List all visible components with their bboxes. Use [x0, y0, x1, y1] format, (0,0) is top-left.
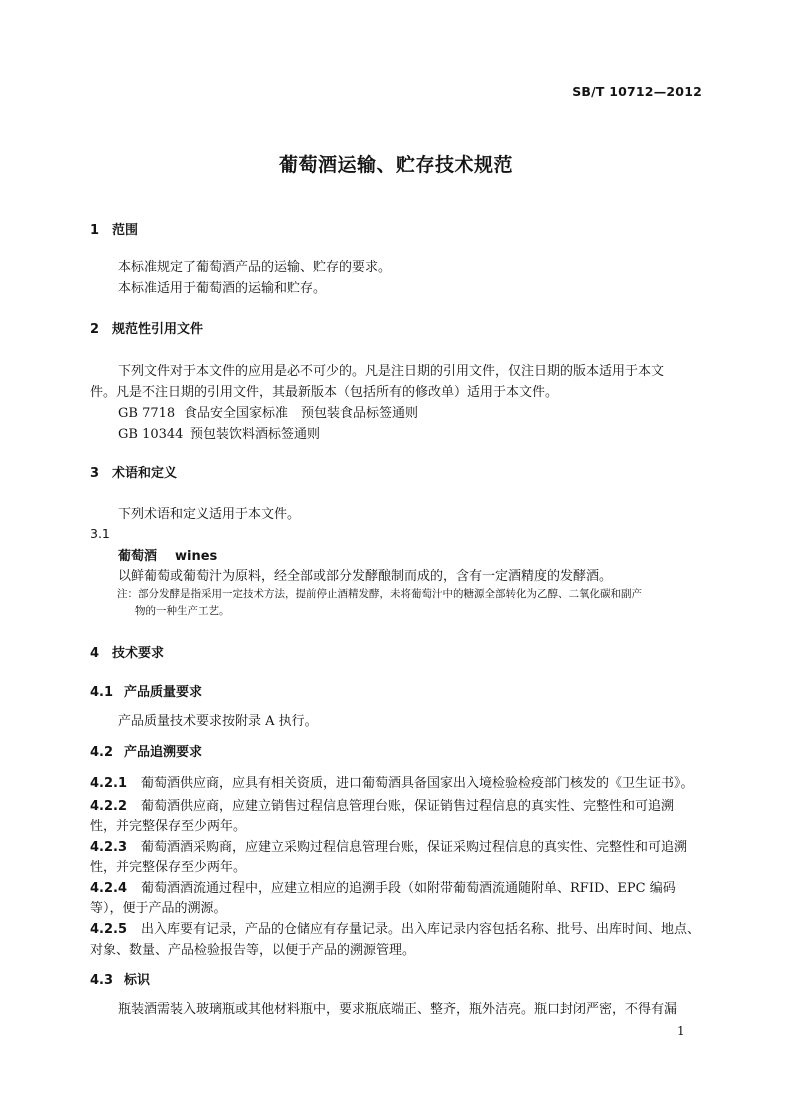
clause-4-2-2 [90, 795, 706, 814]
term-number: 3.1 [90, 526, 110, 541]
subsection-number: 4.3 [90, 973, 114, 988]
section-title: 技术要求 [112, 646, 165, 661]
term-chinese: 葡萄酒 [118, 549, 158, 564]
clause-number: 4.2.1 [90, 776, 128, 791]
subsection-4-2-heading [90, 741, 202, 760]
term-entry [118, 545, 217, 564]
clause-number: 4.2.3 [90, 840, 128, 855]
section-2-heading [90, 318, 203, 337]
subsection-4-1-heading [90, 681, 202, 700]
subsection-title: 产品追溯要求 [124, 745, 203, 760]
clause-continued: 性，并完整保存至少两年。 [90, 860, 247, 875]
section-number: 1 [90, 223, 100, 238]
page-number: 1 [677, 1024, 685, 1038]
section-number: 4 [90, 646, 100, 661]
reference-title: 食品安全国家标准 预包装食品标签通则 [184, 406, 419, 421]
subsection-number: 4.1 [90, 685, 114, 700]
section-title: 术语和定义 [112, 466, 178, 481]
clause-continued: 对象、数量、产品检验报告等，以便于产品的溯源管理。 [90, 943, 416, 958]
subsection-title: 产品质量要求 [124, 685, 203, 700]
clause-4-2-1 [90, 772, 706, 791]
document-title: 葡萄酒运输、贮存技术规范 [278, 154, 513, 176]
note: 注：部分发酵是指采用一定技术方法，提前停止酒精发酵，未将葡萄汁中的糖源全部转化为乙醇、二氧化碳和副产 [117, 588, 642, 600]
paragraph: 下列文件对于本文件的应用是必不可少的。凡是注日期的引用文件，仅注日期的版本适用于本文 [118, 364, 665, 379]
clause-text: 葡萄酒供应商，应具有相关资质，进口葡萄酒具备国家出入境检验检疫部门核发的《卫生证书》。 [141, 776, 694, 791]
paragraph: 本标准适用于葡萄酒的运输和贮存。 [118, 281, 327, 296]
section-title: 规范性引用文件 [112, 322, 204, 337]
paragraph: 本标准规定了葡萄酒产品的运输、贮存的要求。 [118, 260, 392, 275]
paragraph: 瓶装酒需装入玻璃瓶或其他材料瓶中，要求瓶底端正、整齐，瓶外洁亮。瓶口封闭严密，不得有漏 [118, 1002, 678, 1017]
clause-4-2-5 [90, 918, 706, 937]
section-3-heading [90, 462, 177, 481]
section-1-heading [90, 219, 138, 238]
section-number: 2 [90, 322, 100, 337]
section-number: 3 [90, 466, 100, 481]
normative-reference [118, 423, 320, 442]
reference-code: GB 10344 [118, 427, 184, 442]
note-continued: 物的一种生产工艺。 [135, 605, 230, 617]
subsection-number: 4.2 [90, 745, 114, 760]
clause-number: 4.2.2 [90, 799, 128, 814]
paragraph: 产品质量技术要求按附录 A 执行。 [118, 714, 318, 729]
clause-continued: 等），便于产品的溯源。 [90, 901, 227, 916]
paragraph: 下列术语和定义适用于本文件。 [118, 507, 301, 522]
subsection-4-3-heading [90, 969, 150, 988]
standard-code: SB/T 10712—2012 [572, 84, 702, 99]
clause-text: 葡萄酒酒采购商，应建立采购过程信息管理台账，保证采购过程信息的真实性、完整性和可追溯 [141, 840, 688, 855]
clause-number: 4.2.4 [90, 881, 128, 896]
section-4-heading [90, 642, 164, 661]
reference-title: 预包装饮料酒标签通则 [190, 427, 321, 442]
clause-text: 葡萄酒供应商，应建立销售过程信息管理台账，保证销售过程信息的真实性、完整性和可追溯 [141, 799, 675, 814]
reference-code: GB 7718 [118, 406, 176, 421]
clause-4-2-4 [90, 877, 706, 896]
clause-text: 葡萄酒酒流通过程中，应建立相应的追溯手段（如附带葡萄酒流通随附单、RFID、EPC 编码 [141, 881, 676, 896]
clause-number: 4.2.5 [90, 922, 128, 937]
section-title: 范围 [112, 223, 139, 238]
normative-reference [118, 402, 418, 421]
clause-4-2-3 [90, 836, 706, 855]
clause-text: 出入库要有记录，产品的仓储应有存量记录。出入库记录内容包括名称、批号、出库时间、地点、 [141, 922, 701, 937]
paragraph-continued: 件。凡是不注日期的引用文件，其最新版本（包括所有的修改单）适用于本文件。 [90, 385, 559, 400]
subsection-title: 标识 [124, 973, 151, 988]
term-definition: 以鲜葡萄或葡萄汁为原料，经全部或部分发酵酿制而成的，含有一定酒精度的发酵酒。 [118, 569, 613, 584]
term-english: wines [175, 549, 218, 564]
clause-continued: 性，并完整保存至少两年。 [90, 819, 247, 834]
